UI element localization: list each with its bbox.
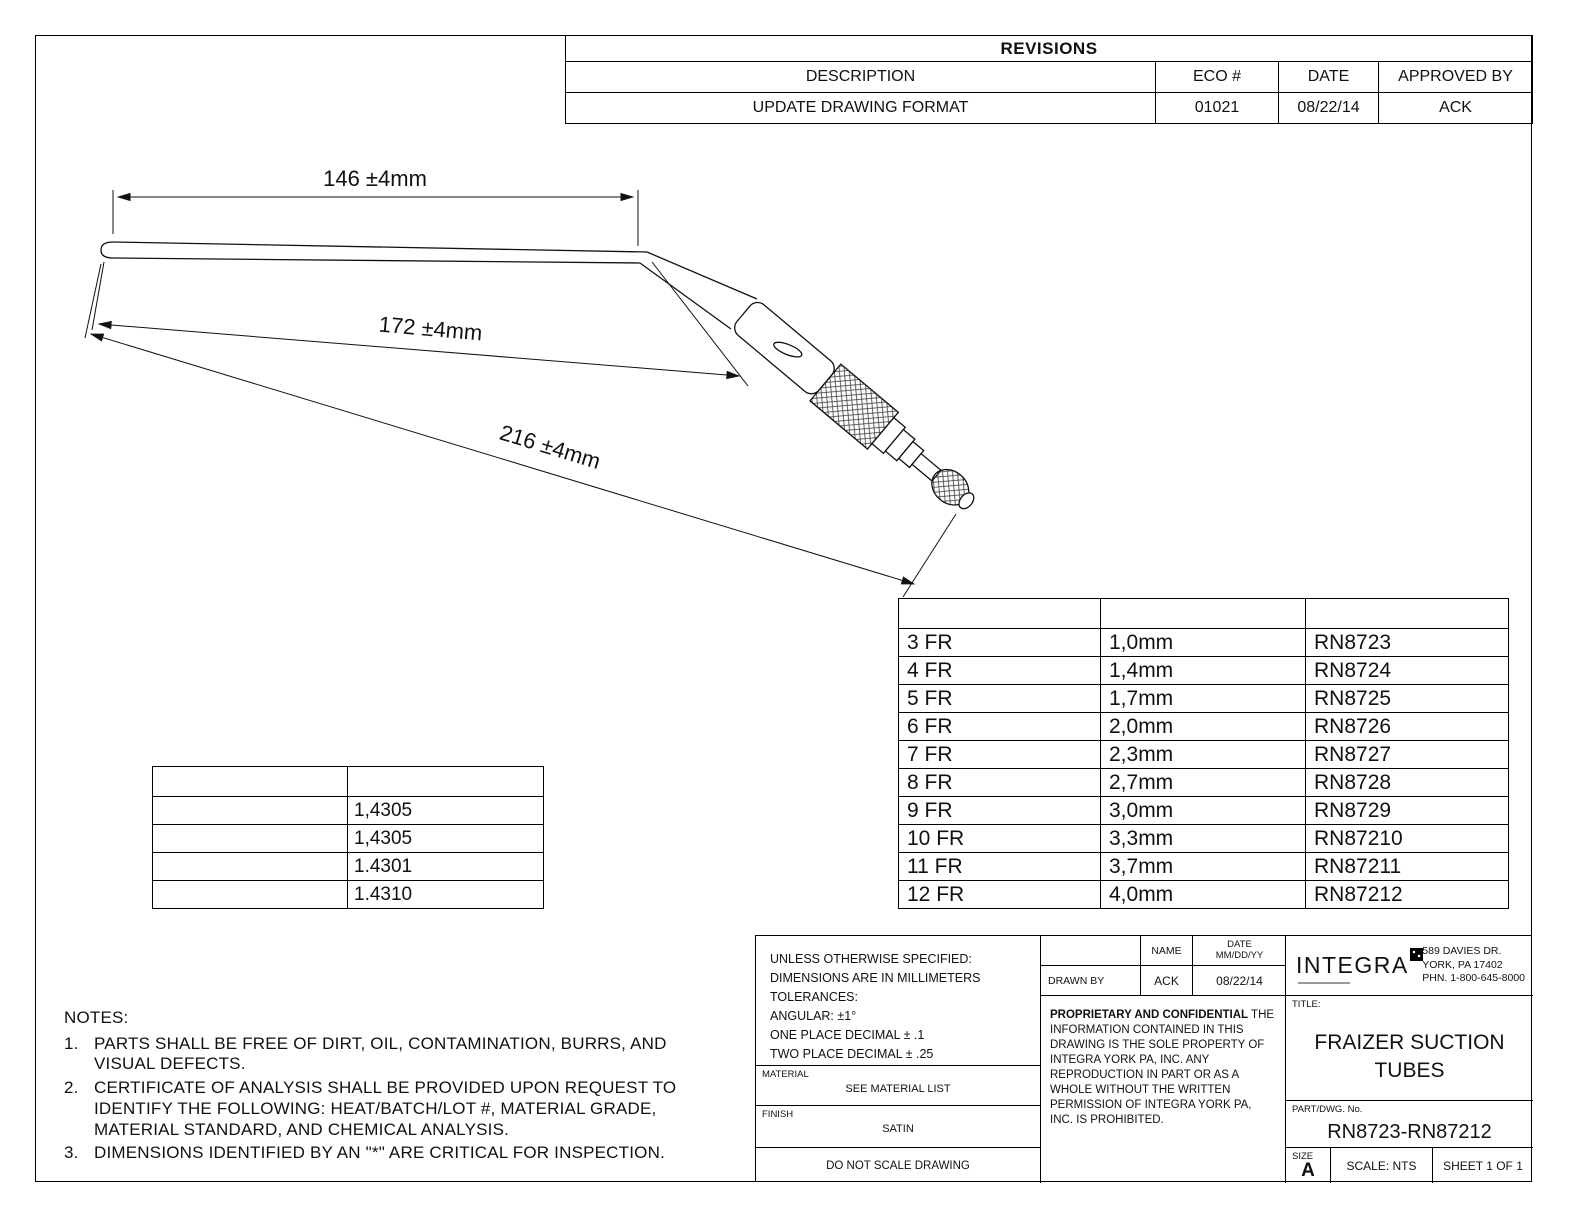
material-grade: 1,4305 <box>348 797 544 825</box>
material-cell <box>756 1066 1041 1106</box>
spec-line: ANGULAR: ±1° <box>770 1009 857 1023</box>
size-table-row <box>899 629 1509 657</box>
fr-size: 12 FR <box>899 881 1101 909</box>
drawn-by-name: ACK <box>1141 966 1193 996</box>
part-number: RN87210 <box>1306 825 1509 853</box>
title-label: TITLE: <box>1292 999 1321 1010</box>
revisions-col-eco: ECO # <box>1156 62 1279 93</box>
notes <box>64 1008 684 1167</box>
finish-cell <box>756 1106 1041 1148</box>
size-table-header-row <box>899 599 1509 629</box>
material-table-header-cell <box>153 767 348 797</box>
size-table-row <box>899 713 1509 741</box>
integra-logo-subtext <box>1298 982 1350 984</box>
drawn-by-label: DRAWN BY <box>1041 966 1141 996</box>
material-grade: 1.4301 <box>348 853 544 881</box>
diameter-mm: 4,0mm <box>1101 881 1306 909</box>
spec-line: TOLERANCES: <box>770 990 858 1004</box>
material-table-blank-cell <box>153 825 348 853</box>
spec-line: ONE PLACE DECIMAL ± .1 <box>770 1028 925 1042</box>
material-table-row <box>153 797 544 825</box>
part-number: RN8724 <box>1306 657 1509 685</box>
spec-line: DIMENSIONS ARE IN MILLIMETERS <box>770 971 981 985</box>
revision-approved: ACK <box>1379 93 1533 124</box>
part-dwg-number: RN8723-RN87212 <box>1327 1121 1492 1143</box>
date-format-label: MM/DD/YY <box>1215 949 1264 961</box>
revisions-col-description: DESCRIPTION <box>566 62 1156 93</box>
material-label: MATERIAL <box>762 1069 809 1080</box>
fr-size: 11 FR <box>899 853 1101 881</box>
name-date-strip <box>1041 936 1286 996</box>
diameter-mm: 2,0mm <box>1101 713 1306 741</box>
fr-size: 5 FR <box>899 685 1101 713</box>
revision-date: 08/22/14 <box>1279 93 1379 124</box>
note-number: 1. <box>64 1033 79 1053</box>
part-number: RN87211 <box>1306 853 1509 881</box>
note-number: 3. <box>64 1143 79 1163</box>
scale-cell: SCALE: NTS <box>1331 1148 1433 1183</box>
material-table-row <box>153 881 544 909</box>
material-grade: 1.4310 <box>348 881 544 909</box>
material-table-blank-cell <box>153 797 348 825</box>
name-header: NAME <box>1141 936 1193 966</box>
dim-tube-length: 146 ±4mm <box>323 166 427 191</box>
diameter-mm: 1,0mm <box>1101 629 1306 657</box>
date-header-label: DATE <box>1227 938 1252 950</box>
finish-label: FINISH <box>762 1109 794 1120</box>
diameter-mm: 2,7mm <box>1101 769 1306 797</box>
material-table-row <box>153 853 544 881</box>
address-line: PHN. 1-800-645-8000 <box>1422 972 1525 985</box>
material-table <box>152 766 544 909</box>
part-number: RN8726 <box>1306 713 1509 741</box>
title-cell <box>1286 996 1533 1101</box>
material-table-header-row <box>153 767 544 797</box>
material-table-row <box>153 825 544 853</box>
note-item <box>64 1078 684 1140</box>
integra-logo-mark-icon <box>1410 948 1423 961</box>
size-table-row <box>899 685 1509 713</box>
part-label: PART/DWG. No. <box>1292 1104 1363 1115</box>
revisions-col-approved: APPROVED BY <box>1379 62 1533 93</box>
diameter-mm: 3,7mm <box>1101 853 1306 881</box>
address-line: YORK, PA 17402 <box>1422 958 1503 971</box>
fr-size: 8 FR <box>899 769 1101 797</box>
proprietary-notice <box>1041 996 1286 1183</box>
suction-tube-drawing <box>0 0 1050 660</box>
part-number: RN8725 <box>1306 685 1509 713</box>
size-table-header-cell <box>899 599 1101 629</box>
material-table-blank-cell <box>153 881 348 909</box>
dim-mid-length: 172 ±4mm <box>377 311 484 346</box>
size-table-row <box>899 769 1509 797</box>
fr-size: 4 FR <box>899 657 1101 685</box>
size-table-row <box>899 657 1509 685</box>
diameter-mm: 3,0mm <box>1101 797 1306 825</box>
part-number: RN8723 <box>1306 629 1509 657</box>
tolerance-notes <box>756 936 1041 1066</box>
no-scale-note: DO NOT SCALE DRAWING <box>756 1148 1041 1183</box>
sheet-cell: SHEET 1 OF 1 <box>1443 1158 1523 1173</box>
part-number-cell <box>1286 1101 1533 1148</box>
size-table-row <box>899 797 1509 825</box>
note-number: 2. <box>64 1078 79 1098</box>
size-table-header-cell <box>1306 599 1509 629</box>
note-text: CERTIFICATE OF ANALYSIS SHALL BE PROVIDED UPON REQUEST TO IDENTIFY THE FOLLOWING: HEAT/BATCH/LOT #, MATERIAL GRADE, MATERIAL STANDARD, AND CHEMICAL ANALYSIS. <box>94 1078 677 1139</box>
diameter-mm: 2,3mm <box>1101 741 1306 769</box>
company-logo-cell <box>1286 936 1533 996</box>
material-grade: 1,4305 <box>348 825 544 853</box>
diameter-mm: 3,3mm <box>1101 825 1306 853</box>
note-text: DIMENSIONS IDENTIFIED BY AN "*" ARE CRITICAL FOR INSPECTION. <box>94 1143 665 1163</box>
address-line: 589 DAVIES DR. <box>1422 945 1502 958</box>
note-item <box>64 1143 684 1164</box>
material-table-blank-cell <box>153 853 348 881</box>
revision-eco: 01021 <box>1156 93 1279 124</box>
size-table-row <box>899 741 1509 769</box>
proprietary-body: THE INFORMATION CONTAINED IN THIS DRAWING IS THE SOLE PROPERTY OF INTEGRA YORK PA, INC. ANY REPRODUCTION IN PART OR AS A WHOLE WITHOUT THE WRITTEN PERMISSION OF INTEGRA YORK PA, INC. IS PROHIBITED. <box>1050 1009 1275 1126</box>
note-item <box>64 1034 684 1075</box>
dim-overall-length: 216 ±4mm <box>496 419 604 474</box>
revisions-col-date: DATE <box>1279 62 1379 93</box>
material-table-header-cell <box>348 767 544 797</box>
drawing-title: FRAIZER SUCTION TUBES <box>1314 1031 1505 1083</box>
spec-line: TWO PLACE DECIMAL ± .25 <box>770 1047 934 1061</box>
tube-handle <box>728 295 986 523</box>
fr-size: 6 FR <box>899 713 1101 741</box>
diameter-mm: 1,7mm <box>1101 685 1306 713</box>
notes-title: NOTES: <box>64 1008 129 1027</box>
note-text: PARTS SHALL BE FREE OF DIRT, OIL, CONTAMINATION, BURRS, AND VISUAL DEFECTS. <box>94 1033 667 1074</box>
size-cell <box>1286 1148 1331 1183</box>
integra-logo <box>1296 952 1409 979</box>
size-table-row <box>899 881 1509 909</box>
fr-size: 9 FR <box>899 797 1101 825</box>
fr-size: 10 FR <box>899 825 1101 853</box>
spec-line: UNLESS OTHERWISE SPECIFIED: <box>770 952 972 966</box>
name-strip-blank <box>1041 936 1141 966</box>
fr-size: 3 FR <box>899 629 1101 657</box>
integra-logo-text: INTEGRA <box>1296 952 1409 978</box>
part-number: RN8727 <box>1306 741 1509 769</box>
revision-description: UPDATE DRAWING FORMAT <box>566 93 1156 124</box>
size-table-row <box>899 853 1509 881</box>
date-header <box>1193 936 1286 966</box>
company-address <box>1422 945 1525 986</box>
title-block <box>755 935 1532 1182</box>
part-number: RN8729 <box>1306 797 1509 825</box>
size-table <box>898 598 1509 909</box>
diameter-mm: 1,4mm <box>1101 657 1306 685</box>
size-table-row <box>899 825 1509 853</box>
finish-value: SATIN <box>882 1123 914 1135</box>
revisions-title: REVISIONS <box>566 36 1533 62</box>
size-table-header-cell <box>1101 599 1306 629</box>
fr-size: 7 FR <box>899 741 1101 769</box>
material-value: SEE MATERIAL LIST <box>845 1083 951 1095</box>
part-number: RN87212 <box>1306 881 1509 909</box>
size-label: SIZE <box>1292 1151 1314 1162</box>
proprietary-title: PROPRIETARY AND CONFIDENTIAL <box>1050 1009 1249 1021</box>
drawn-by-date: 08/22/14 <box>1216 974 1263 988</box>
part-number: RN8728 <box>1306 769 1509 797</box>
size-value: A <box>1301 1160 1315 1181</box>
